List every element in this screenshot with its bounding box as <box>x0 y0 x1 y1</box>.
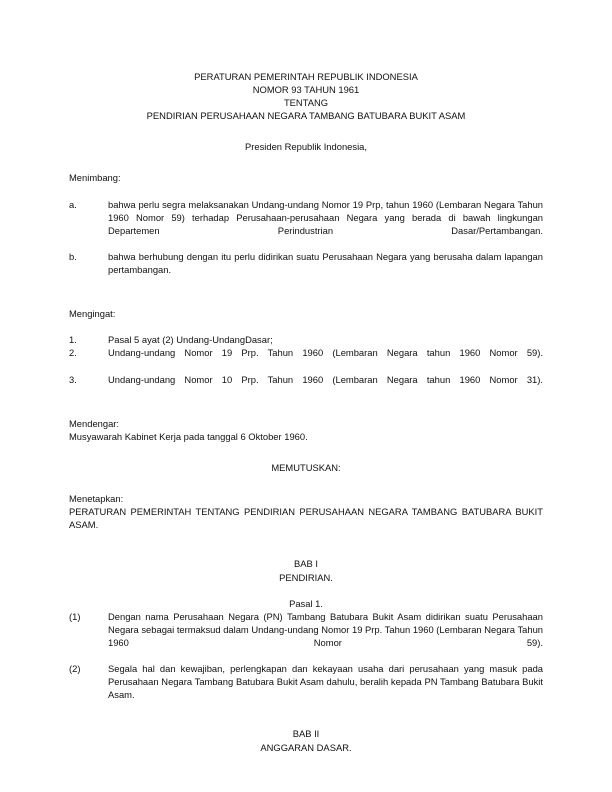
list-item-label: (2) <box>69 663 81 675</box>
list-item-label: 1. <box>69 334 77 346</box>
list-item <box>69 373 543 399</box>
list-item-label: a. <box>69 198 77 210</box>
chapter-one-number: BAB I <box>294 558 318 570</box>
list-item <box>69 610 543 662</box>
list-item-label: 3. <box>69 373 77 385</box>
list-item-text: bahwa berhubung dengan itu perlu didirikan suatu Perusahaan Negara yang berusaha dalam lapangan pertambangan. <box>108 250 543 276</box>
list-item-label: b. <box>69 250 77 262</box>
list-item-text: Undang-undang Nomor 10 Prp. Tahun 1960 (Lembaran Negara tahun 1960 Nomor 31). <box>108 373 543 385</box>
spacer <box>69 153 543 171</box>
spacer <box>69 584 543 597</box>
spacer <box>69 399 543 417</box>
list-item-text: bahwa perlu segra melaksanakan Undang-undang Nomor 19 Prp, tahun 1960 (Lembaran Negara Tahun 1960 Nomor 59) terhadap Perusahaan-perusahaan Negara yang berada di bawah lingkungan Departemen Perindustrian Dasar/Pertambangan. <box>108 198 543 236</box>
establishing-text: PERATURAN PEMERINTAH TENTANG PENDIRIAN PERUSAHAAN NEGARA TAMBANG BATUBARA BUKIT ASAM. <box>69 506 543 531</box>
hearing-heading: Mendengar: <box>69 417 120 429</box>
decides-heading: MEMUTUSKAN: <box>271 461 341 473</box>
establishing-heading: Menetapkan: <box>69 493 124 505</box>
chapter-two-name: ANGGARAN DASAR. <box>260 741 352 753</box>
article-one-heading: Pasal 1. <box>289 597 323 609</box>
chapter-one-name: PENDIRIAN. <box>279 571 333 583</box>
list-item <box>69 250 543 289</box>
list-item-text: Dengan nama Perusahaan Negara (PN) Tambang Batubara Bukit Asam didirikan suatu Perusahaan Negara sebagai termaksud dalam Undang-undang Nomor 19 Prp. Tahun 1960 (Lembaran Negara Tahun 1960 Nomor 59). <box>108 610 543 648</box>
title-line-3: TENTANG <box>283 97 329 109</box>
spacer <box>69 714 543 727</box>
title-line-4: PENDIRIAN PERUSAHAAN NEGARA TAMBANG BATUBARA BUKIT ASAM <box>146 110 466 122</box>
list-item-text: Undang-undang Nomor 19 Prp. Tahun 1960 (Lembaran Negara tahun 1960 Nomor 59). <box>108 347 543 359</box>
list-item-text: Segala hal dan kewajiban, perlengkapan dan kekayaan usaha dari perusahaan yang masuk pada Perusahaan Negara Tambang Batubara Bukit Asam dahulu, beralih kepada PN Tambang Batubara Bukit Asam. <box>108 663 543 701</box>
considering-heading: Menimbang: <box>69 172 121 184</box>
spacer <box>69 474 543 492</box>
spacer <box>69 289 543 307</box>
document-title <box>69 70 543 122</box>
list-item <box>69 662 543 714</box>
list-item <box>69 333 543 346</box>
spacer <box>69 443 543 461</box>
chapter-two-number: BAB II <box>292 728 320 740</box>
title-line-2: NOMOR 93 TAHUN 1961 <box>252 84 360 96</box>
spacer <box>69 122 543 140</box>
list-item <box>69 346 543 372</box>
issuing-authority: Presiden Republik Indonesia, <box>245 141 367 153</box>
recalling-heading: Mengingat: <box>69 308 116 320</box>
spacer <box>69 185 543 198</box>
spacer <box>69 320 543 333</box>
article-one-clauses <box>69 610 543 715</box>
list-item-text: Pasal 5 ayat (2) Undang-UndangDasar; <box>108 334 273 346</box>
list-item <box>69 198 543 250</box>
considering-list <box>69 198 543 290</box>
list-item-label: 2. <box>69 347 77 359</box>
recalling-list <box>69 333 543 398</box>
hearing-text: Musyawarah Kabinet Kerja pada tanggal 6 Oktober 1960. <box>69 430 308 442</box>
document-body <box>69 70 543 754</box>
list-item-label: (1) <box>69 610 81 622</box>
title-line-1: PERATURAN PEMERINTAH REPUBLIK INDONESIA <box>194 71 418 82</box>
spacer <box>69 544 543 557</box>
